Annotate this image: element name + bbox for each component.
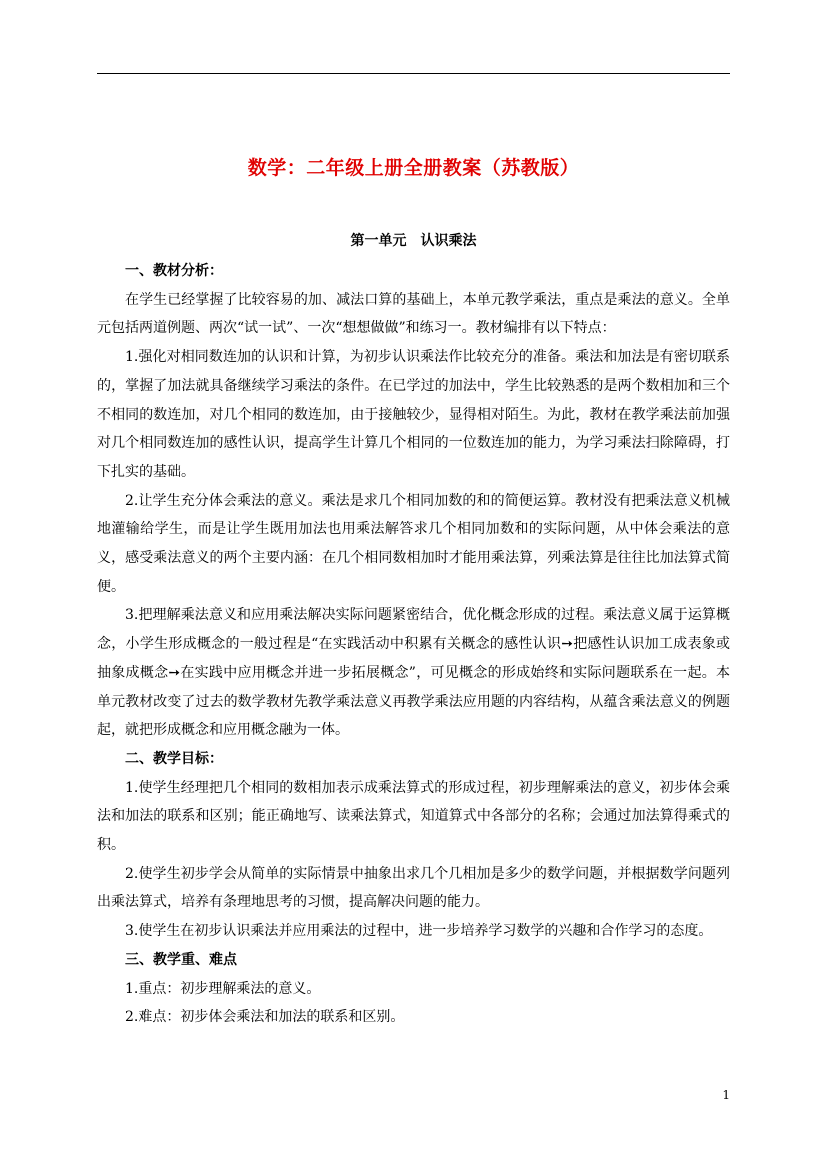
- paragraph: 3.使学生在初步认识乘法并应用乘法的过程中，进一步培养学习数学的兴趣和合作学习的态度。: [125, 923, 713, 940]
- section-heading: 一、教材分析：: [125, 263, 223, 279]
- paragraph: 2.使学生初步学会从简单的实际情景中抽象出求几个几相加是多少的数学问题，并根据数学问题列出乘法算式，培养有条理地思考的习惯，提高解决问题的能力。: [97, 865, 730, 911]
- section-heading: 三、教学重、难点: [125, 951, 237, 968]
- paragraph: 2.难点：初步体会乘法和加法的联系和区别。: [125, 1009, 405, 1026]
- paragraph: 1.强化对相同数连加的认识和计算，为初步认识乘法作比较充分的准备。乘法和加法是有密切联系的，掌握了加法就具备继续学习乘法的条件。在已学过的加法中，学生比较熟悉的是两个数相加和三个不相同的数连加，对几个相同的数连加，由于接触较少，显得相对陌生。为此，教材在教学乘法前加强对几个相同数连加的感性认识，提高学生计算几个相同的一位数连加的能力，为学习乘法扫除障碍，打下扎实的基础。: [97, 349, 730, 480]
- paragraph: 在学生已经掌握了比较容易的加、减法口算的基础上，本单元教学乘法，重点是乘法的意义。全单元包括两道例题、两次“试一试”、一次“想想做做”和练习一。教材编排有以下特点：: [97, 291, 730, 337]
- paragraph: 3.把理解乘法意义和应用乘法解决实际问题紧密结合，优化概念形成的过程。乘法意义属于运算概念，小学生形成概念的一般过程是“在实践活动中积累有关概念的感性认识➙把感性认识加工成表象或抽象成概念➙在实践中应用概念并进一步拓展概念”，可见概念的形成始终和实际问题联系在一起。本单元教材改变了过去的数学教材先教学乘法意义再教学乘法应用题的内容结构，从蕴含乘法意义的例题起，就把形成概念和应用概念融为一体。: [97, 607, 730, 739]
- paragraph: 1.重点：初步理解乘法的意义。: [125, 980, 321, 997]
- unit-title: 第一单元 认识乘法: [350, 233, 477, 249]
- header-rule: [97, 73, 730, 74]
- paragraph: 2.让学生充分体会乘法的意义。乘法是求几个相同加数的和的简便运算。教材没有把乘法意义机械地灌输给学生，而是让学生既用加法也用乘法解答求几个相同加数和的实际问题，从中体会乘法的意义，感受乘法意义的两个主要内涵：在几个相同数相加时才能用乘法算，列乘法算是往往比加法算式简便。: [97, 492, 730, 595]
- paragraph: 1.使学生经理把几个相同的数相加表示成乘法算式的形成过程，初步理解乘法的意义，初步体会乘法和加法的联系和区别；能正确地写、读乘法算式，知道算式中各部分的名称；会通过加法算得乘式的积。: [97, 779, 730, 854]
- document-body: [97, 257, 730, 1032]
- document-title: 数学：二年级上册全册教案（苏教版）: [247, 157, 580, 179]
- page-number: 1: [722, 1088, 730, 1102]
- section-heading: 二、教学目标：: [125, 750, 223, 767]
